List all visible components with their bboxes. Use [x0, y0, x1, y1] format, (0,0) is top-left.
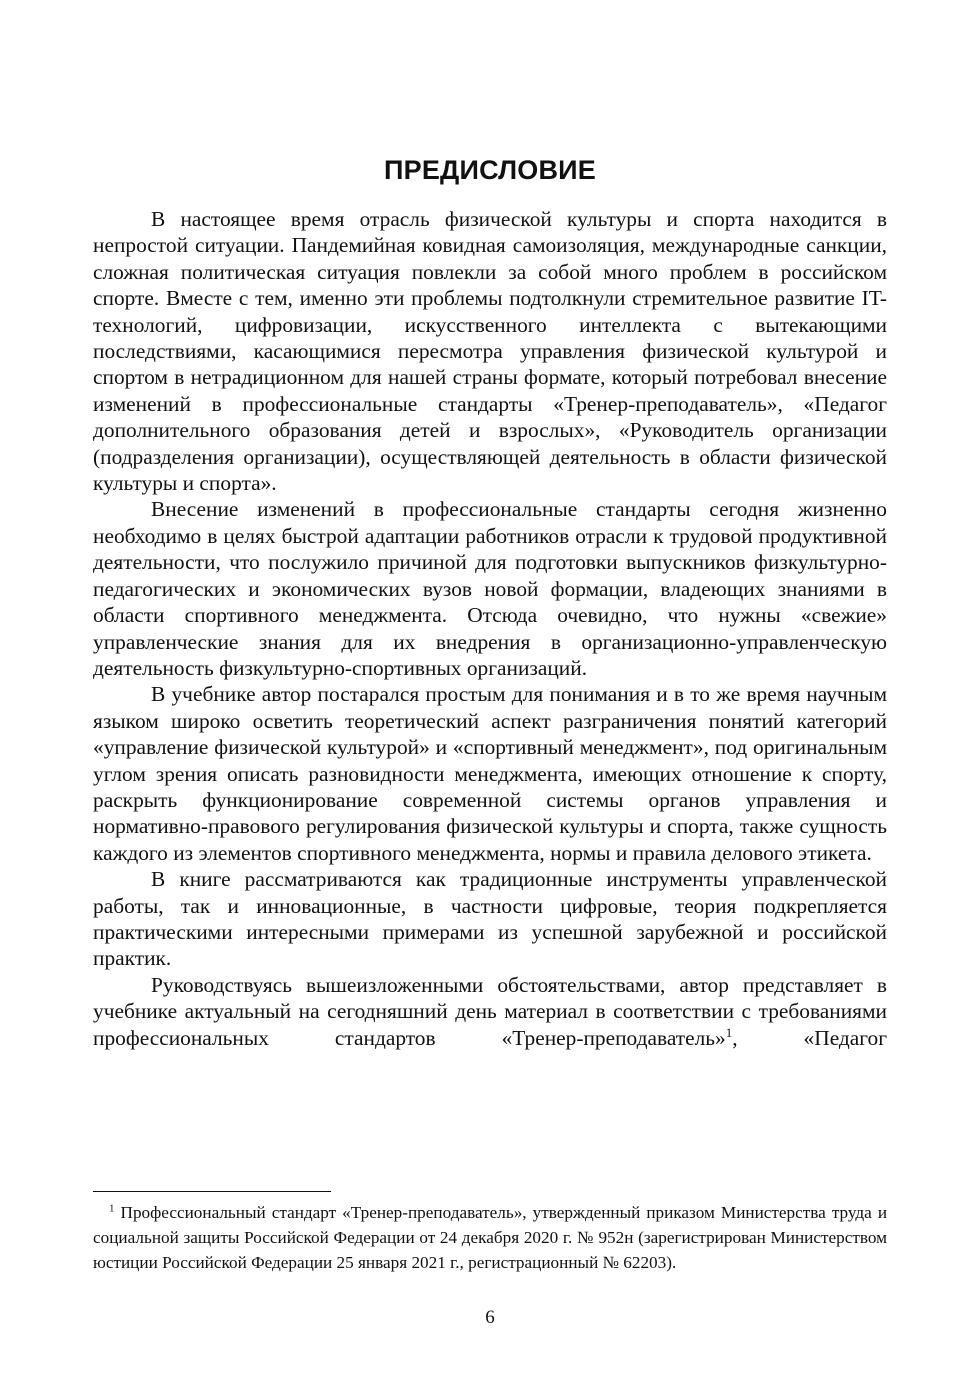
footnote-text: Профессиональный стандарт «Тренер-преподаватель», утвержденный приказом Министерства труда и социальной защиты Российской Федерации от 24 декабря 2020 г. № 952н (зарегистрирован Министерством юстиции Российской Федерации 25 января 2021 г., регистрационный № 62203). — [93, 1203, 888, 1272]
footnote — [93, 1200, 887, 1275]
paragraph-continued — [93, 972, 887, 1051]
paragraph: Внесение изменений в профессиональные стандарты сегодня жизненно необходимо в целях быстрой адаптации работников отрасли к трудовой продуктивной деятельности, что послужило причиной для подготовки выпускников физкультурно-педагогических и экономических вузов новой формации, владеющих знаниями в области спортивного менеджмента. Отсюда очевидно, что нужны «свежие» управленческие знания для их внедрения в организационно-управленческую деятельность физкультурно-спортивных организаций. — [93, 497, 887, 680]
paragraph-continuation: , «Педагог — [732, 1025, 887, 1050]
paragraph: В учебнике автор постарался простым для понимания и в то же время научным языком широко осветить теоретический аспект разграничения понятий категорий «управление физической культурой» и «спортивный менеджмент», под оригинальным углом зрения описать разновидности менеджмента, имеющих отношение к спорту, раскрыть функционирование современной системы органов управления и нормативно-правового регулирования физической культуры и спорта, также сущность каждого из элементов спортивного менеджмента, нормы и правила делового этикета. — [93, 682, 887, 865]
footnote-reference[interactable]: 1 — [725, 1024, 733, 1040]
page-title: ПРЕДИСЛОВИЕ — [384, 155, 596, 185]
footnote-separator — [93, 1191, 331, 1192]
paragraph-text: Руководствуясь вышеизложенными обстоятельствами, автор представляет в учебнике актуальный на сегодняшний день материал в соответствии с требованиями профессиональных стандартов «Тренер-преподаватель» — [93, 972, 887, 1050]
paragraph: В книге рассматриваются как традиционные инструменты управленческой работы, так и инновационные, в частности цифровые, теория подкрепляется практическими интересными примерами из успешной зарубежной и российской практик. — [93, 867, 887, 971]
footnote-mark: 1 — [109, 1202, 115, 1215]
body-text — [93, 206, 887, 1051]
paragraph: В настоящее время отрасль физической культуры и спорта находится в непростой ситуации. Пандемийная ковидная самоизоляция, международные санкции, сложная политическая ситуация повлекли за собой много проблем в российском спорте. Вместе с тем, именно эти проблемы подтолкнули стремительное развитие IT-технологий, цифровизации, искусственного интеллекта с вытекающими последствиями, касающимися пересмотра управления физической культурой и спортом в нетрадиционном для нашей страны формате, который потребовал внесение изменений в профессиональные стандарты «Тренер-преподаватель», «Педагог дополнительного образования детей и взрослых», «Руководитель организации (подразделения организации), осуществляющей деятельность в области физической культуры и спорта». — [93, 207, 887, 496]
page-number: 6 — [485, 1307, 495, 1328]
